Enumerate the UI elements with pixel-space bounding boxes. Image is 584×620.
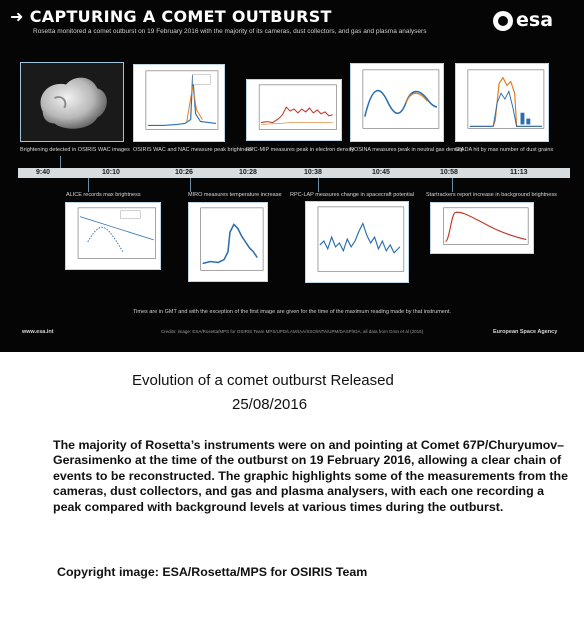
timeline-stem [88,178,89,192]
description: The majority of Rosetta’s instruments were on and pointing at Comet 67P/Churyumov–Gerasimenko at the time of the outburst on 19 February 2016, allowing a clear chain of events to be reconstructed. The graphic highlights some of the measurements from the cameras, dust collectors, and gas and plasma analysers, with each one recording a peak compared with background levels at various times during the outburst. [53,438,568,514]
timeline-stem [452,178,453,192]
caption-osiris-wac: Brightening detected in OSIRIS WAC images [20,147,130,153]
caption-osiris-peak: OSIRIS WAC and NAC measure peak brightness [133,147,253,153]
agency-name: European Space Agency [493,329,558,335]
infographic-title-text: CAPTURING A COMET OUTBURST [29,7,332,26]
infographic-credit: Credits: image: ESA/Rosetta/MPS for OSIRIS Team MPS/UPD/LAM/IAA/SSO/INTA/UPM/DASP/IDA; all data from Grün et al (2016) [160,329,424,334]
caption-startrackers: Startrackers report increase in background brightness [426,192,557,198]
esa-logo-text: esa [516,9,554,31]
caption-alice: ALICE records max brightness [66,192,141,198]
rpc-lap-plot [305,201,409,283]
caption-rpc-lap: RPC-LAP measures change in spacecraft potential [290,192,415,198]
esa-logo-icon [493,11,513,31]
caption-giada: GIADA hit by max number of dust grains [455,147,554,153]
caption-rpc-mip: RPC-MIP measures peak in electron density [246,147,355,153]
caption-rosina: ROSINA measures peak in neutral gas density [350,147,464,153]
arrow-icon: ➜ [10,7,24,26]
caption-miro: MIRO measures temperature increase [188,192,282,198]
copyright: Copyright image: ESA/Rosetta/MPS for OSIRIS Team [57,565,368,579]
infographic-title [10,7,332,26]
osiris-plot [133,64,225,142]
timeline-stem [60,156,61,168]
giada-plot [455,63,549,142]
infographic-subtitle: Rosetta monitored a comet outburst on 19 February 2016 with the majority of its cameras, dust collectors, and gas and plasma analysers [33,28,427,35]
timeline-tick: 10:58 [440,169,458,176]
timeline-tick: 10:38 [304,169,322,176]
timeline-stem [318,178,319,192]
timeline-stem [190,178,191,192]
startracker-plot [430,202,534,254]
rosina-plot [350,63,444,142]
timeline-tick: 10:45 [372,169,390,176]
timeline-tick: 9:40 [36,169,51,176]
miro-plot [188,202,268,282]
headline: Evolution of a comet outburst Released [132,372,394,389]
timeline-tick: 10:10 [102,169,120,176]
timeline-tick: 10:28 [239,169,257,176]
alice-plot [65,202,161,270]
rpc-mip-plot [246,79,342,141]
timeline-tick: 11:13 [510,169,528,176]
comet-image [20,62,124,142]
timeline-bar [18,168,570,178]
comet-nucleus-icon [21,63,123,141]
timeline-tick: 10:26 [175,169,193,176]
esa-logo [493,9,573,35]
release-date: 25/08/2016 [232,396,308,413]
infographic-note: Times are in GMT and with the exception of the first image are given for the time of the maximum reading made by that instrument. [133,309,451,315]
esa-url[interactable]: www.esa.int [22,329,54,335]
